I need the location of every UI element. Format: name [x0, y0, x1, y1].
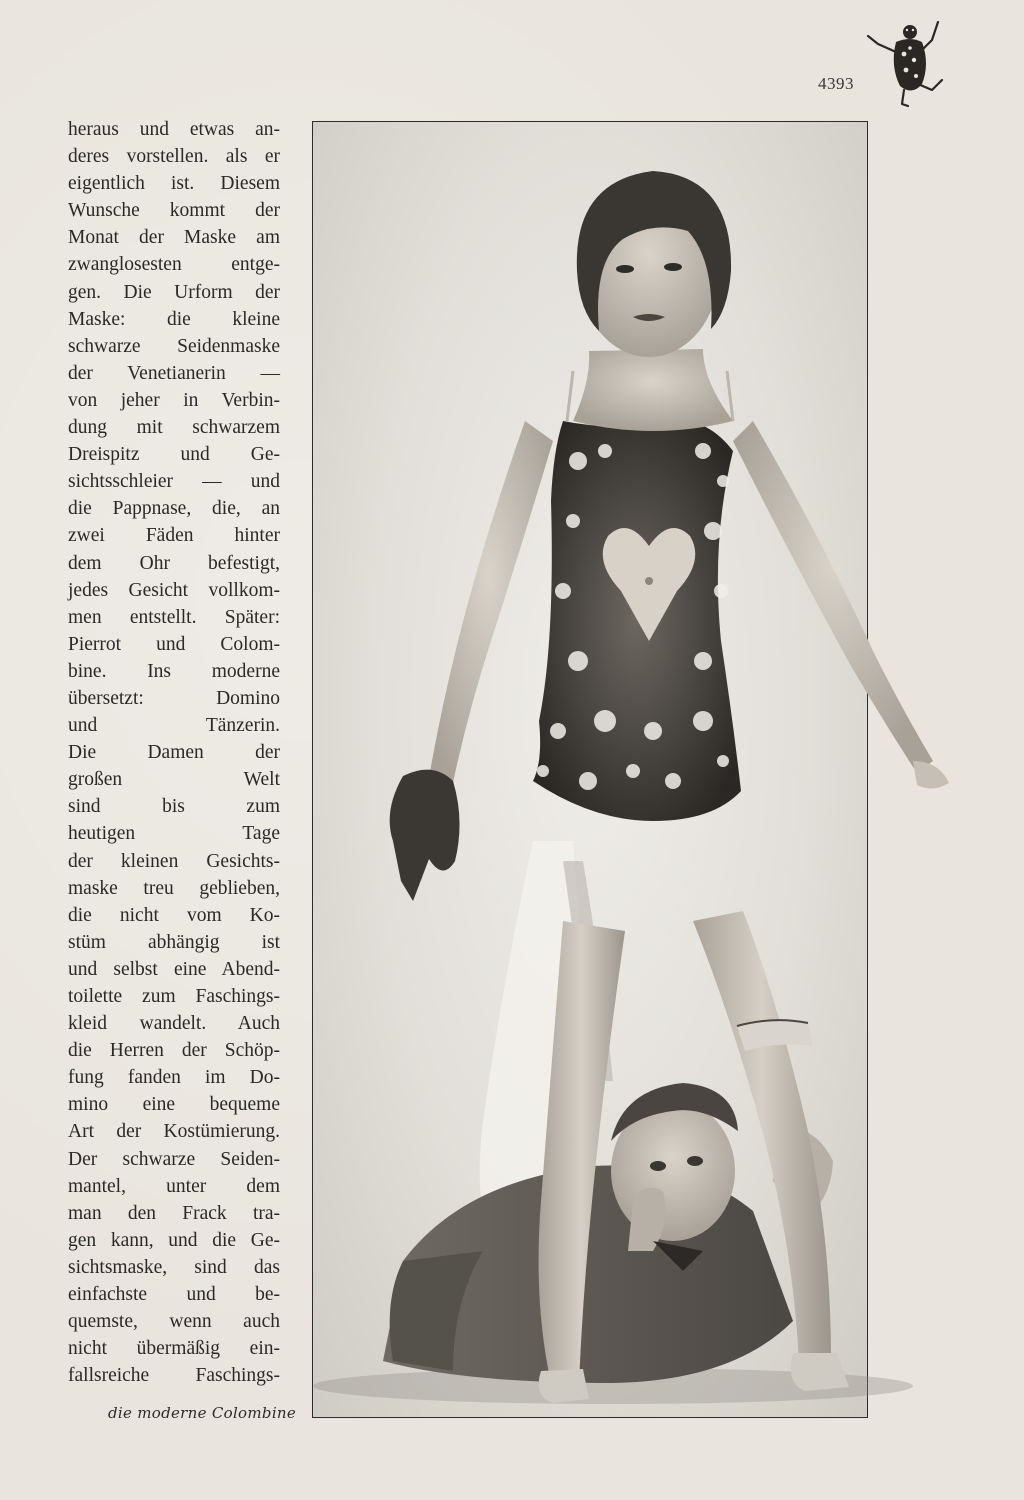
text-line: großen Welt	[68, 769, 280, 791]
text-line: Monat der Maske am	[68, 227, 280, 249]
text-line: maske treu geblieben,	[68, 877, 280, 899]
text-line: schwarze Seidenmaske	[68, 335, 280, 357]
text-line: die nicht vom Ko-	[68, 904, 280, 926]
text-line: von jeher in Verbin-	[68, 389, 280, 411]
text-line: Pierrot und Colom-	[68, 633, 280, 655]
text-line: und Tänzerin.	[68, 715, 280, 737]
text-line: fung fanden im Do-	[68, 1067, 280, 1089]
text-line: Der schwarze Seiden-	[68, 1148, 280, 1170]
text-line: Maske: die kleine	[68, 308, 280, 330]
text-line: gen. Die Urform der	[68, 281, 280, 303]
text-line: Wunsche kommt der	[68, 200, 280, 222]
photograph	[312, 121, 868, 1418]
text-line: toilette zum Faschings-	[68, 986, 280, 1007]
text-line: dem Ohr befestigt,	[68, 552, 280, 574]
text-line: Dreispitz und Ge-	[68, 444, 280, 466]
photo-caption: die moderne Colombine	[108, 1404, 297, 1422]
text-line: heraus und etwas an-	[68, 119, 280, 140]
text-line: jedes Gesicht vollkom-	[68, 579, 280, 601]
text-line: mino eine bequeme	[68, 1094, 280, 1116]
text-line: stüm abhängig ist	[68, 931, 280, 953]
text-line: kleid wandelt. Auch	[68, 1013, 280, 1035]
text-line: zwei Fäden hinter	[68, 525, 280, 547]
text-line: nicht übermäßig ein-	[68, 1338, 280, 1360]
text-line: der Venetianerin —	[68, 362, 280, 384]
text-line: Die Damen der	[68, 742, 280, 764]
dancer-photo-illustration	[233, 121, 949, 1418]
text-line: dung mit schwarzem	[68, 417, 280, 439]
text-line: deres vorstellen. als er	[68, 146, 280, 168]
text-line: und selbst eine Abend-	[68, 958, 280, 980]
text-line: sichtsschleier — und	[68, 471, 280, 493]
dancing-figure-icon	[860, 14, 960, 114]
text-line: die Pappnase, die, an	[68, 498, 280, 520]
text-line: eigentlich ist. Diesem	[68, 173, 280, 195]
text-line: der kleinen Gesichts-	[68, 850, 280, 872]
text-line: übersetzt: Domino	[68, 687, 280, 709]
text-line: mantel, unter dem	[68, 1175, 280, 1197]
text-line: man den Frack tra-	[68, 1202, 280, 1224]
text-line: men entstellt. Später:	[68, 606, 280, 628]
text-line: gen kann, und die Ge-	[68, 1229, 280, 1251]
text-line: fallsreiche Faschings-	[68, 1365, 280, 1387]
text-line: heutigen Tage	[68, 823, 280, 845]
text-line: Art der Kostümierung.	[68, 1121, 280, 1143]
text-line: sind bis zum	[68, 796, 280, 818]
page-number: 4393	[818, 74, 854, 93]
text-line: zwanglosesten entge-	[68, 254, 280, 276]
text-line: die Herren der Schöp-	[68, 1040, 280, 1062]
text-line: einfachste und be-	[68, 1284, 280, 1306]
text-line: sichtsmaske, sind das	[68, 1256, 280, 1278]
text-line: quemste, wenn auch	[68, 1311, 280, 1333]
text-line: bine. Ins moderne	[68, 660, 280, 682]
